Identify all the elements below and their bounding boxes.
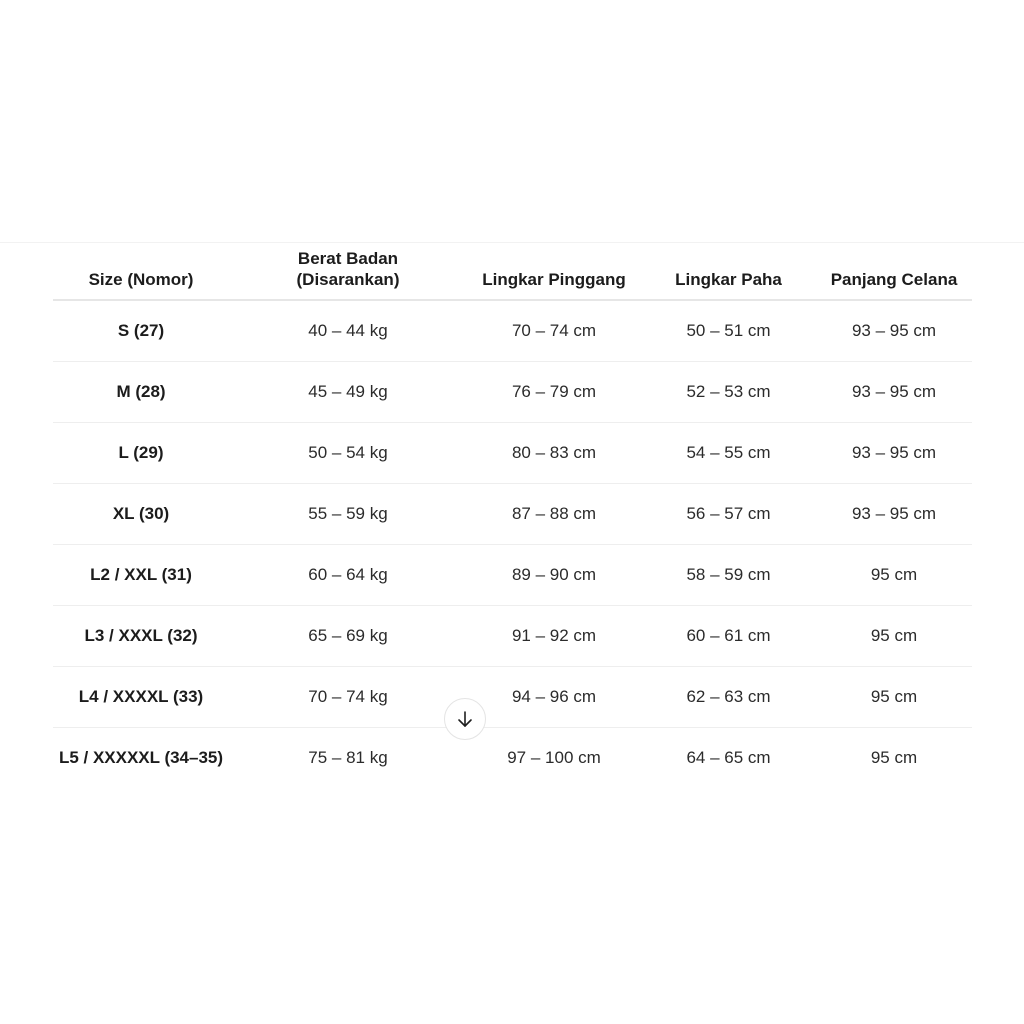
size-cell: S (27) — [53, 300, 229, 362]
waist-cell: 76 – 79 cm — [467, 362, 641, 423]
header-size: Size (Nomor) — [53, 243, 229, 300]
header-length: Panjang Celana — [816, 243, 972, 300]
thigh-cell: 50 – 51 cm — [641, 300, 816, 362]
thigh-cell: 56 – 57 cm — [641, 484, 816, 545]
weight-cell: 75 – 81 kg — [308, 748, 388, 767]
size-cell: M (28) — [53, 362, 229, 423]
header-row — [53, 243, 972, 300]
table-row — [53, 606, 972, 667]
length-cell: 95 cm — [816, 606, 972, 667]
header-weight — [229, 243, 467, 300]
length-cell: 95 cm — [816, 545, 972, 606]
thigh-cell: 62 – 63 cm — [641, 667, 816, 728]
size-cell: L2 / XXL (31) — [53, 545, 229, 606]
weight-cell: 40 – 44 kg — [229, 300, 467, 362]
size-cell: XL (30) — [53, 484, 229, 545]
table-row — [53, 728, 972, 789]
table-body — [53, 300, 972, 788]
length-cell: 93 – 95 cm — [816, 423, 972, 484]
waist-cell: 80 – 83 cm — [467, 423, 641, 484]
table-row — [53, 667, 972, 728]
weight-cell: 45 – 49 kg — [229, 362, 467, 423]
waist-cell: 94 – 96 cm — [467, 667, 641, 728]
weight-cell: 60 – 64 kg — [229, 545, 467, 606]
size-cell: L5 / XXXXXL (34–35) — [58, 748, 224, 767]
arrow-down-icon — [455, 709, 475, 729]
thigh-cell: 60 – 61 cm — [641, 606, 816, 667]
header-weight-line2: (Disarankan) — [296, 270, 400, 289]
thigh-cell: 54 – 55 cm — [641, 423, 816, 484]
size-cell: L3 / XXXL (32) — [53, 606, 229, 667]
header-waist: Lingkar Pinggang — [467, 243, 641, 300]
thigh-cell: 52 – 53 cm — [641, 362, 816, 423]
header-thigh: Lingkar Paha — [641, 243, 816, 300]
waist-cell: 97 – 100 cm — [507, 748, 601, 767]
size-cell: L4 / XXXXL (33) — [53, 667, 229, 728]
waist-cell: 91 – 92 cm — [467, 606, 641, 667]
size-cell: L (29) — [53, 423, 229, 484]
table-row — [53, 362, 972, 423]
table-row — [53, 545, 972, 606]
weight-cell: 50 – 54 kg — [229, 423, 467, 484]
length-cell: 95 cm — [870, 748, 918, 767]
thigh-cell: 64 – 65 cm — [686, 748, 771, 767]
weight-cell: 65 – 69 kg — [229, 606, 467, 667]
table-row — [53, 423, 972, 484]
header-weight-line1: Berat Badan — [297, 249, 399, 268]
waist-cell: 87 – 88 cm — [467, 484, 641, 545]
scroll-down-button[interactable] — [444, 698, 486, 740]
length-cell: 95 cm — [816, 667, 972, 728]
length-cell: 93 – 95 cm — [816, 484, 972, 545]
size-chart-table — [53, 243, 972, 788]
weight-cell: 70 – 74 kg — [229, 667, 467, 728]
waist-cell: 89 – 90 cm — [467, 545, 641, 606]
table-header — [53, 243, 972, 300]
waist-cell: 70 – 74 cm — [467, 300, 641, 362]
table-row — [53, 484, 972, 545]
table-row — [53, 300, 972, 362]
length-cell: 93 – 95 cm — [816, 300, 972, 362]
length-cell: 93 – 95 cm — [816, 362, 972, 423]
thigh-cell: 58 – 59 cm — [641, 545, 816, 606]
weight-cell: 55 – 59 kg — [229, 484, 467, 545]
